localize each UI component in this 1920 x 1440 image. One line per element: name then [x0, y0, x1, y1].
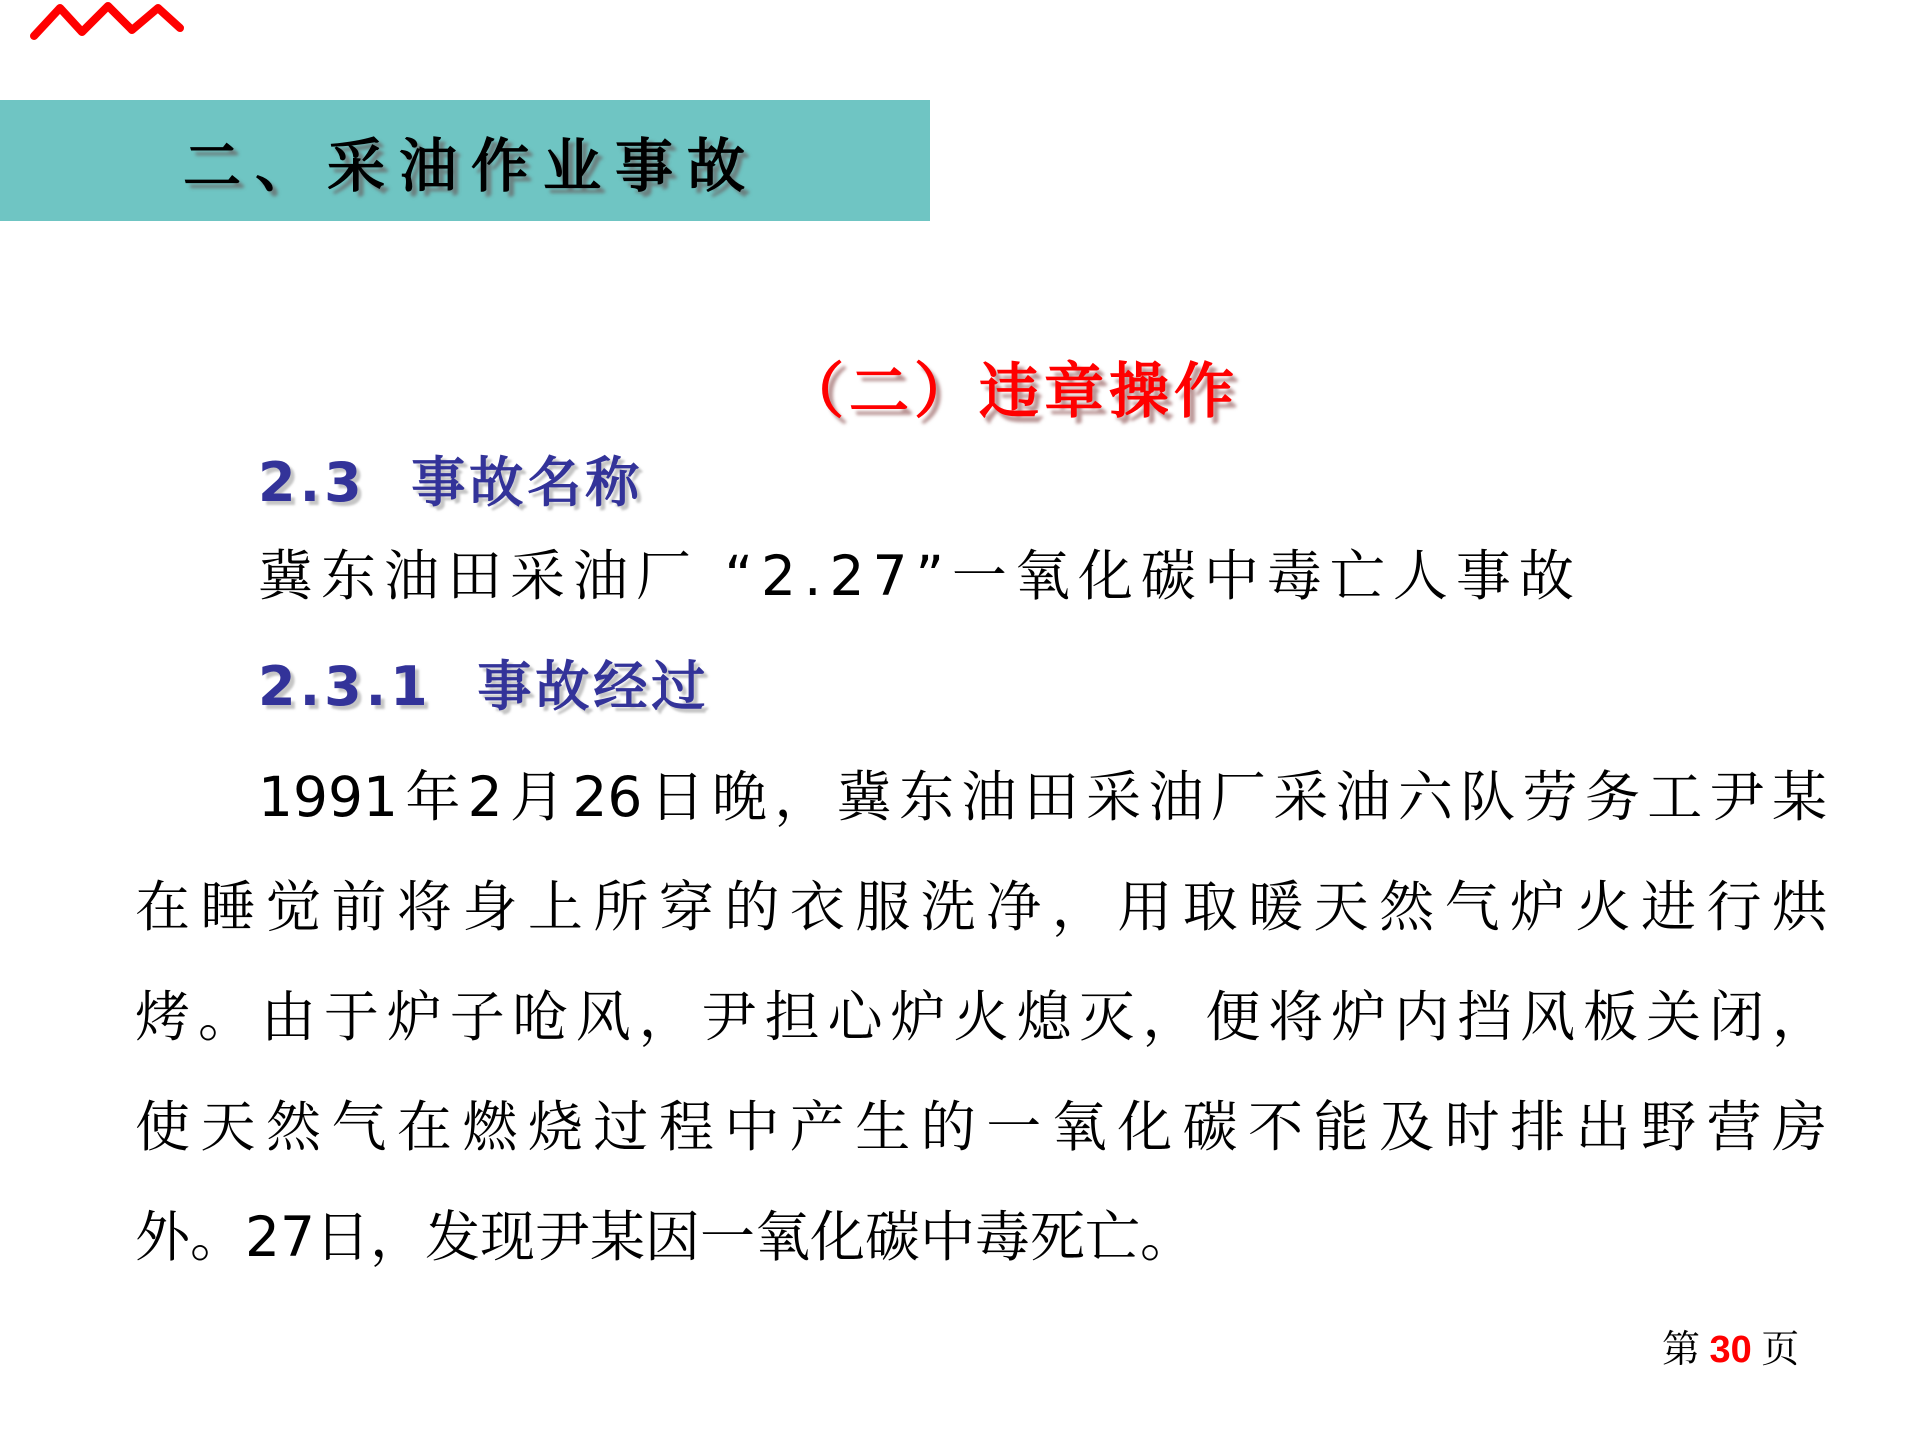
subsection-heading-2-3-1: 2.3.1 事故经过 — [258, 655, 710, 718]
paragraph-line: 外。27日，发现尹某因一氧化碳中毒死亡。 — [135, 1205, 1195, 1269]
subsection-heading-2-3: 2.3 事故名称 — [258, 451, 644, 514]
page-footer-suffix: 页 — [1751, 1329, 1800, 1371]
paragraph-line: 使天然气在燃烧过程中产生的一氧化碳不能及时排出野营房 — [135, 1095, 1827, 1159]
accident-paragraph — [135, 742, 1827, 1292]
page-footer-prefix: 第 — [1662, 1329, 1710, 1371]
banner-title: 二、采油作业事故 — [183, 131, 760, 200]
paragraph-line: 烤。由于炉子呛风，尹担心炉火熄灭，便将炉内挡风板关闭， — [135, 985, 1827, 1049]
red-zigzag-decoration — [30, 2, 190, 44]
title-banner — [0, 100, 930, 221]
page-footer — [1662, 1318, 1799, 1373]
paragraph-line: 在睡觉前将身上所穿的衣服洗净，用取暖天然气炉火进行烘 — [135, 875, 1827, 939]
accident-name-line: 冀东油田采油厂 “2.27”一氧化碳中毒亡人事故 — [258, 544, 1582, 608]
section-heading: （二）违章操作 — [784, 357, 1239, 427]
paragraph-line: 1991年2月26日晚，冀东油田采油厂采油六队劳务工尹某 — [258, 765, 1827, 829]
page-number: 30 — [1709, 1329, 1752, 1371]
